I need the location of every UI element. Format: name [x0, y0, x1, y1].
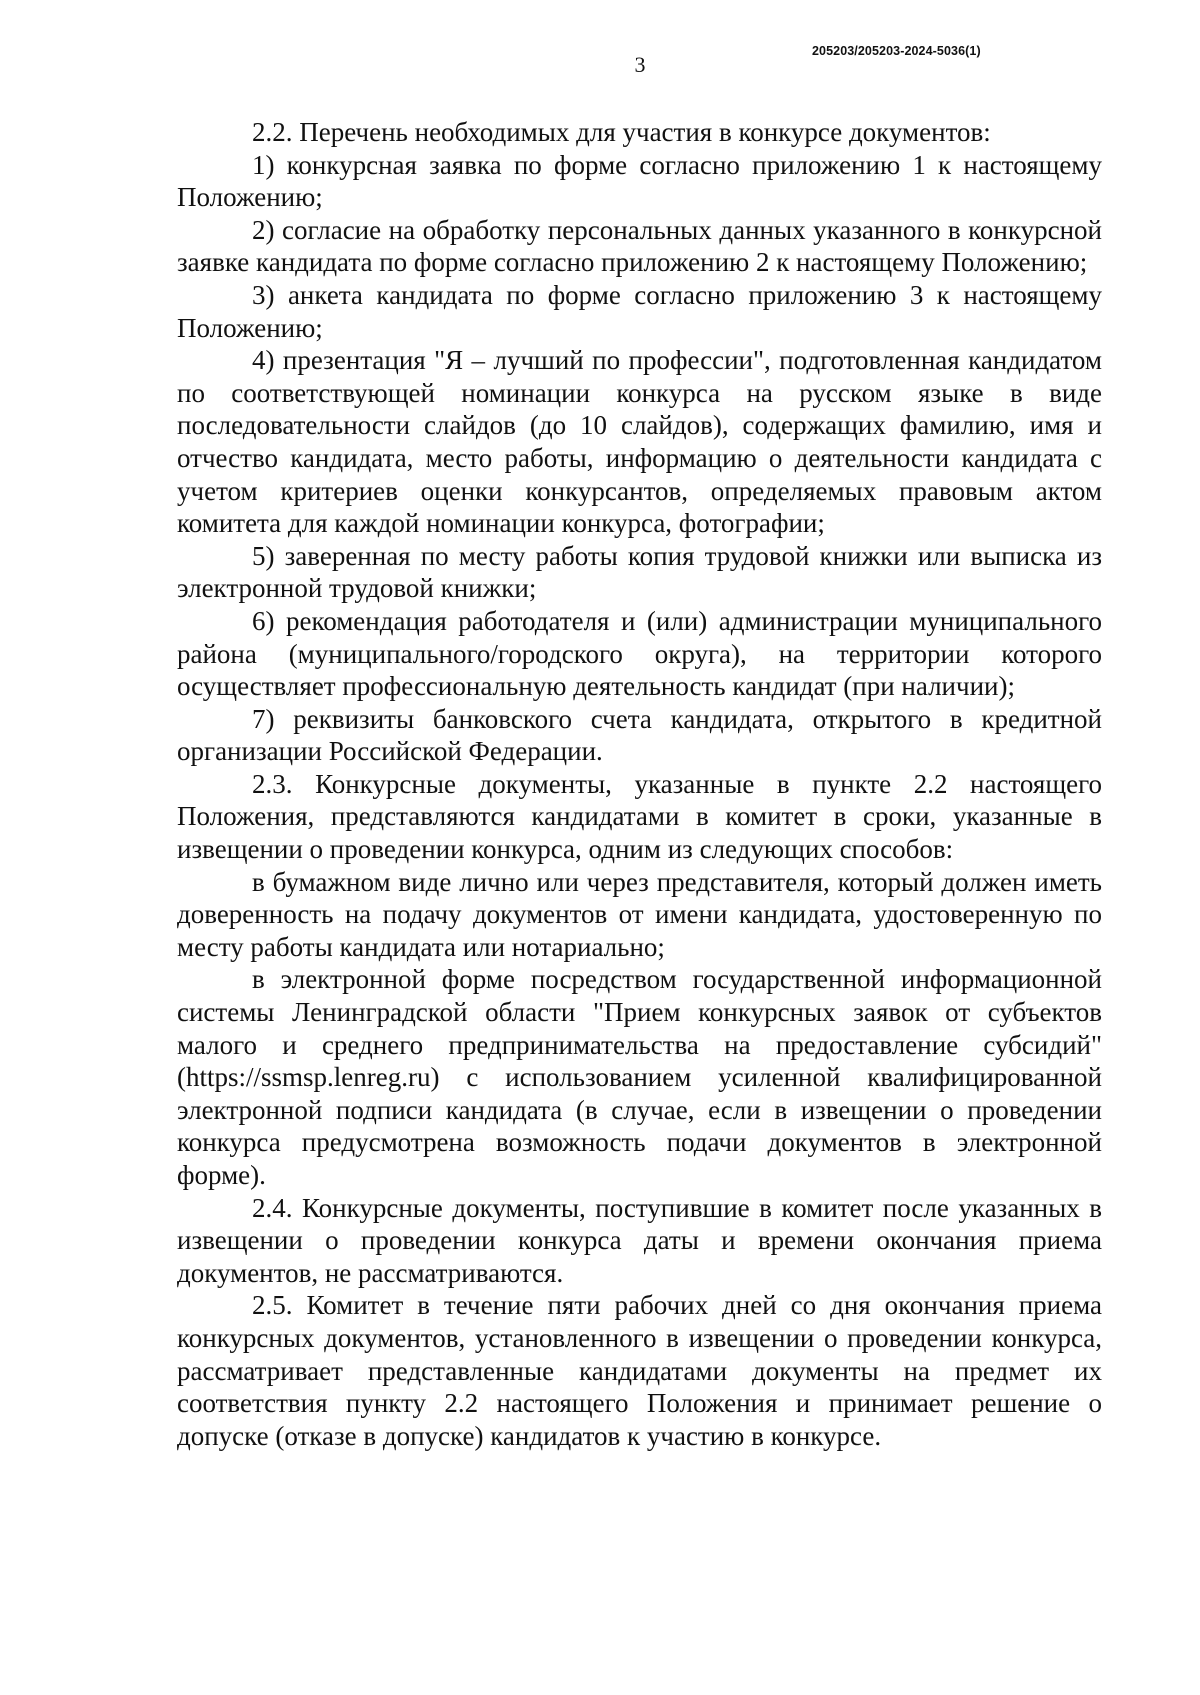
document-registration-code: 205203/205203-2024-5036(1) — [812, 44, 981, 58]
list-item-3: 3) анкета кандидата по форме согласно приложению 3 к настоящему Положению; — [177, 279, 1102, 343]
list-item-4: 4) презентация "Я – лучший по профессии", подготовленная кандидатом по соответствующей номинации конкурса на русском языке в виде последовательности слайдов (до 10 слайдов), содержащих фамилию, имя и отчество кандидата, место работы, информацию о деятельности кандидата с учетом критериев оценки конкурсантов, определяемых правовым актом комитета для каждой номинации конкурса, фотографии; — [177, 345, 1102, 539]
document-body — [177, 116, 1102, 1452]
list-item-7: 7) реквизиты банковского счета кандидата, открытого в кредитной организации Российской Федерации. — [177, 703, 1102, 767]
clause-2-2-heading: 2.2. Перечень необходимых для участия в конкурсе документов: — [252, 117, 991, 147]
list-item-6: 6) рекомендация работодателя и (или) администрации муниципального района (муниципального/городского округа), на территории которого осуществляет профессиональную деятельность кандидат (при наличии); — [177, 605, 1102, 702]
clause-2-5: 2.5. Комитет в течение пяти рабочих дней со дня окончания приема конкурсных документов, установленного в извещении о проведении конкурса, рассматривает представленные кандидатами документы на предмет их соответствия пункту 2.2 настоящего Положения и принимает решение о допуске (отказе в допуске) кандидатов к участию в конкурсе. — [177, 1290, 1102, 1451]
page-number: 3 — [634, 52, 646, 77]
list-item-1: 1) конкурсная заявка по форме согласно приложению 1 к настоящему Положению; — [177, 149, 1102, 213]
submission-method-paper: в бумажном виде лично или через представителя, который должен иметь доверенность на подачу документов от имени кандидата, удостоверенную по месту работы кандидата или нотариально; — [177, 866, 1102, 962]
clause-2-3: 2.3. Конкурсные документы, указанные в пункте 2.2 настоящего Положения, представляются кандидатами в комитет в сроки, указанные в извещении о проведении конкурса, одним из следующих способов: — [177, 768, 1102, 865]
submission-method-electronic: в электронной форме посредством государственной информационной системы Ленинградской области "Прием конкурсных заявок от субъектов малого и среднего предпринимательства на предоставление субсидий" (https://ssmsp.lenreg.ru) с использованием усиленной квалифицированной электронной подписи кандидата (в случае, если в извещении о проведении конкурса предусмотрена возможность подачи документов в электронной форме). — [177, 964, 1102, 1190]
clause-2-4: 2.4. Конкурсные документы, поступившие в комитет после указанных в извещении о проведении конкурса даты и времени окончания приема документов, не рассматриваются. — [177, 1192, 1102, 1288]
list-item-2: 2) согласие на обработку персональных данных указанного в конкурсной заявке кандидата по форме согласно приложению 2 к настоящему Положению; — [177, 214, 1102, 278]
list-item-5: 5) заверенная по месту работы копия трудовой книжки или выписка из электронной трудовой книжки; — [177, 540, 1102, 604]
